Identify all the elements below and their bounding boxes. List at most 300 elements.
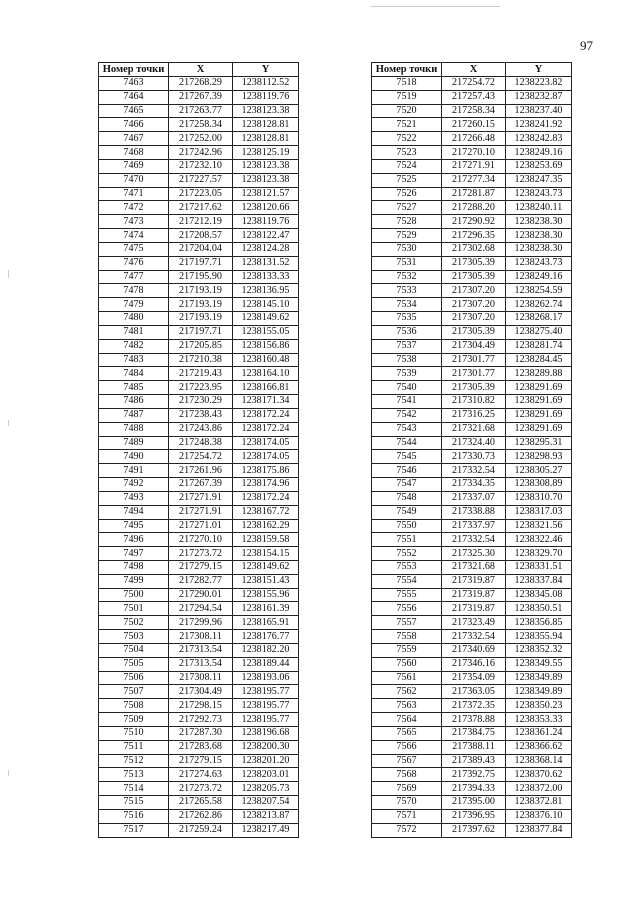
table-row — [99, 173, 299, 187]
table-row — [372, 796, 572, 810]
cell-point-number: 7520 — [372, 104, 442, 118]
scan-artifact — [8, 270, 9, 278]
cell-point-number: 7473 — [99, 215, 169, 229]
table-row — [372, 616, 572, 630]
cell-point-number: 7557 — [372, 616, 442, 630]
cell-y: 1238289.88 — [506, 367, 572, 381]
cell-point-number: 7513 — [99, 768, 169, 782]
cell-y: 1238172.24 — [233, 491, 299, 505]
table-row — [372, 146, 572, 160]
cell-point-number: 7478 — [99, 284, 169, 298]
table-row — [99, 229, 299, 243]
table-row — [99, 726, 299, 740]
table-row — [99, 450, 299, 464]
cell-x: 217238.43 — [169, 408, 233, 422]
cell-y: 1238205.73 — [233, 782, 299, 796]
cell-x: 217332.54 — [442, 630, 506, 644]
cell-x: 217301.77 — [442, 367, 506, 381]
cell-point-number: 7494 — [99, 505, 169, 519]
cell-y: 1238345.08 — [506, 588, 572, 602]
cell-x: 217230.29 — [169, 395, 233, 409]
cell-y: 1238291.69 — [506, 381, 572, 395]
cell-point-number: 7521 — [372, 118, 442, 132]
cell-x: 217262.86 — [169, 809, 233, 823]
cell-y: 1238120.66 — [233, 201, 299, 215]
cell-y: 1238136.95 — [233, 284, 299, 298]
cell-x: 217258.34 — [442, 104, 506, 118]
cell-x: 217307.20 — [442, 284, 506, 298]
table-row — [372, 242, 572, 256]
cell-point-number: 7541 — [372, 395, 442, 409]
table-row — [99, 353, 299, 367]
table-row — [372, 643, 572, 657]
cell-y: 1238376.10 — [506, 809, 572, 823]
table-row — [372, 132, 572, 146]
table-row — [99, 298, 299, 312]
cell-point-number: 7489 — [99, 436, 169, 450]
cell-x: 217227.57 — [169, 173, 233, 187]
cell-point-number: 7468 — [99, 146, 169, 160]
cell-y: 1238331.51 — [506, 560, 572, 574]
cell-point-number: 7474 — [99, 229, 169, 243]
table-row — [99, 478, 299, 492]
table-row — [372, 215, 572, 229]
cell-point-number: 7490 — [99, 450, 169, 464]
cell-point-number: 7486 — [99, 395, 169, 409]
cell-x: 217305.39 — [442, 256, 506, 270]
cell-point-number: 7505 — [99, 657, 169, 671]
cell-x: 217282.77 — [169, 574, 233, 588]
cell-y: 1238149.62 — [233, 312, 299, 326]
scan-artifact — [8, 420, 9, 426]
cell-point-number: 7465 — [99, 104, 169, 118]
cell-point-number: 7572 — [372, 823, 442, 837]
cell-x: 217283.68 — [169, 740, 233, 754]
cell-point-number: 7492 — [99, 478, 169, 492]
cell-y: 1238243.73 — [506, 256, 572, 270]
cell-x: 217248.38 — [169, 436, 233, 450]
cell-x: 217254.72 — [442, 77, 506, 91]
cell-point-number: 7485 — [99, 381, 169, 395]
cell-x: 217271.01 — [169, 519, 233, 533]
table-row — [372, 519, 572, 533]
cell-y: 1238145.10 — [233, 298, 299, 312]
table-row — [99, 381, 299, 395]
cell-y: 1238172.24 — [233, 422, 299, 436]
cell-y: 1238207.54 — [233, 796, 299, 810]
table-row — [99, 464, 299, 478]
table-row — [99, 242, 299, 256]
cell-y: 1238247.35 — [506, 173, 572, 187]
table-row — [372, 367, 572, 381]
cell-point-number: 7553 — [372, 560, 442, 574]
cell-point-number: 7566 — [372, 740, 442, 754]
cell-x: 217307.20 — [442, 312, 506, 326]
cell-point-number: 7529 — [372, 229, 442, 243]
table-header-row — [99, 63, 299, 77]
cell-y: 1238291.69 — [506, 408, 572, 422]
table-row — [372, 159, 572, 173]
table-row — [99, 215, 299, 229]
cell-x: 217330.73 — [442, 450, 506, 464]
table-row — [99, 325, 299, 339]
cell-x: 217223.05 — [169, 187, 233, 201]
table-row — [99, 159, 299, 173]
cell-y: 1238119.76 — [233, 90, 299, 104]
cell-x: 217294.54 — [169, 602, 233, 616]
cell-y: 1238329.70 — [506, 547, 572, 561]
cell-point-number: 7527 — [372, 201, 442, 215]
table-row — [99, 270, 299, 284]
table-header-row — [372, 63, 572, 77]
cell-y: 1238121.57 — [233, 187, 299, 201]
table-row — [372, 657, 572, 671]
cell-x: 217279.15 — [169, 754, 233, 768]
cell-y: 1238377.84 — [506, 823, 572, 837]
cell-y: 1238131.52 — [233, 256, 299, 270]
cell-y: 1238133.33 — [233, 270, 299, 284]
cell-y: 1238368.14 — [506, 754, 572, 768]
table-row — [372, 560, 572, 574]
cell-x: 217267.39 — [169, 478, 233, 492]
table-row — [99, 740, 299, 754]
cell-x: 217305.39 — [442, 270, 506, 284]
cell-x: 217266.48 — [442, 132, 506, 146]
cell-x: 217319.87 — [442, 602, 506, 616]
cell-x: 217265.58 — [169, 796, 233, 810]
table-row — [99, 823, 299, 837]
table-row — [372, 408, 572, 422]
cell-point-number: 7558 — [372, 630, 442, 644]
cell-point-number: 7535 — [372, 312, 442, 326]
cell-x: 217288.20 — [442, 201, 506, 215]
table-row — [99, 367, 299, 381]
cell-x: 217363.05 — [442, 685, 506, 699]
cell-point-number: 7544 — [372, 436, 442, 450]
cell-point-number: 7470 — [99, 173, 169, 187]
cell-point-number: 7463 — [99, 77, 169, 91]
cell-point-number: 7525 — [372, 173, 442, 187]
cell-y: 1238349.89 — [506, 671, 572, 685]
cell-y: 1238125.19 — [233, 146, 299, 160]
cell-point-number: 7477 — [99, 270, 169, 284]
cell-x: 217212.19 — [169, 215, 233, 229]
cell-point-number: 7467 — [99, 132, 169, 146]
cell-x: 217290.92 — [442, 215, 506, 229]
table-row — [99, 782, 299, 796]
cell-y: 1238123.38 — [233, 159, 299, 173]
cell-x: 217323.49 — [442, 616, 506, 630]
cell-y: 1238124.28 — [233, 242, 299, 256]
cell-x: 217305.39 — [442, 325, 506, 339]
cell-point-number: 7565 — [372, 726, 442, 740]
table-row — [372, 491, 572, 505]
cell-point-number: 7471 — [99, 187, 169, 201]
cell-y: 1238119.76 — [233, 215, 299, 229]
cell-x: 217308.11 — [169, 671, 233, 685]
cell-x: 217193.19 — [169, 312, 233, 326]
cell-point-number: 7480 — [99, 312, 169, 326]
cell-y: 1238156.86 — [233, 339, 299, 353]
header-y: Y — [506, 63, 572, 77]
cell-y: 1238372.00 — [506, 782, 572, 796]
table-row — [372, 699, 572, 713]
cell-point-number: 7567 — [372, 754, 442, 768]
table-row — [99, 339, 299, 353]
table-row — [372, 713, 572, 727]
cell-x: 217273.72 — [169, 782, 233, 796]
cell-x: 217346.16 — [442, 657, 506, 671]
cell-x: 217298.15 — [169, 699, 233, 713]
table-row — [372, 505, 572, 519]
cell-point-number: 7570 — [372, 796, 442, 810]
cell-point-number: 7569 — [372, 782, 442, 796]
cell-y: 1238249.16 — [506, 146, 572, 160]
cell-x: 217334.35 — [442, 478, 506, 492]
cell-x: 217243.86 — [169, 422, 233, 436]
cell-x: 217263.77 — [169, 104, 233, 118]
table-row — [99, 505, 299, 519]
cell-x: 217270.10 — [169, 533, 233, 547]
cell-y: 1238350.51 — [506, 602, 572, 616]
cell-point-number: 7549 — [372, 505, 442, 519]
cell-x: 217395.00 — [442, 796, 506, 810]
cell-point-number: 7537 — [372, 339, 442, 353]
table-row — [372, 118, 572, 132]
cell-point-number: 7484 — [99, 367, 169, 381]
table-row — [372, 464, 572, 478]
table-row — [99, 201, 299, 215]
cell-point-number: 7552 — [372, 547, 442, 561]
cell-point-number: 7560 — [372, 657, 442, 671]
cell-x: 217384.75 — [442, 726, 506, 740]
cell-x: 217197.71 — [169, 256, 233, 270]
cell-point-number: 7495 — [99, 519, 169, 533]
cell-x: 217319.87 — [442, 574, 506, 588]
cell-y: 1238317.03 — [506, 505, 572, 519]
table-row — [372, 284, 572, 298]
cell-x: 217372.35 — [442, 699, 506, 713]
cell-x: 217281.87 — [442, 187, 506, 201]
table-row — [99, 132, 299, 146]
table-row — [372, 325, 572, 339]
cell-x: 217208.57 — [169, 229, 233, 243]
cell-y: 1238155.96 — [233, 588, 299, 602]
cell-point-number: 7519 — [372, 90, 442, 104]
cell-point-number: 7550 — [372, 519, 442, 533]
cell-x: 217397.62 — [442, 823, 506, 837]
table-row — [99, 408, 299, 422]
cell-point-number: 7548 — [372, 491, 442, 505]
cell-x: 217219.43 — [169, 367, 233, 381]
cell-point-number: 7554 — [372, 574, 442, 588]
cell-x: 217205.85 — [169, 339, 233, 353]
cell-x: 217392.75 — [442, 768, 506, 782]
cell-y: 1238355.94 — [506, 630, 572, 644]
cell-y: 1238161.39 — [233, 602, 299, 616]
cell-y: 1238337.84 — [506, 574, 572, 588]
table-row — [372, 630, 572, 644]
header-x: X — [442, 63, 506, 77]
cell-x: 217204.04 — [169, 242, 233, 256]
right-table-body — [372, 77, 572, 838]
cell-x: 217396.95 — [442, 809, 506, 823]
cell-y: 1238308.89 — [506, 478, 572, 492]
table-row — [99, 671, 299, 685]
cell-point-number: 7503 — [99, 630, 169, 644]
cell-point-number: 7500 — [99, 588, 169, 602]
cell-point-number: 7561 — [372, 671, 442, 685]
table-row — [99, 90, 299, 104]
table-row — [99, 104, 299, 118]
cell-x: 217242.96 — [169, 146, 233, 160]
header-point-number: Номер точки — [99, 63, 169, 77]
table-row — [372, 450, 572, 464]
cell-point-number: 7496 — [99, 533, 169, 547]
table-row — [99, 809, 299, 823]
cell-y: 1238281.74 — [506, 339, 572, 353]
cell-point-number: 7515 — [99, 796, 169, 810]
table-row — [99, 560, 299, 574]
page-number: 97 — [580, 38, 593, 53]
cell-point-number: 7523 — [372, 146, 442, 160]
cell-y: 1238361.24 — [506, 726, 572, 740]
cell-y: 1238262.74 — [506, 298, 572, 312]
cell-x: 217252.00 — [169, 132, 233, 146]
table-row — [99, 395, 299, 409]
cell-y: 1238372.81 — [506, 796, 572, 810]
cell-x: 217257.43 — [442, 90, 506, 104]
cell-y: 1238176.77 — [233, 630, 299, 644]
cell-y: 1238112.52 — [233, 77, 299, 91]
table-row — [99, 796, 299, 810]
cell-point-number: 7526 — [372, 187, 442, 201]
table-row — [372, 312, 572, 326]
cell-y: 1238200.30 — [233, 740, 299, 754]
table-row — [372, 270, 572, 284]
cell-y: 1238370.62 — [506, 768, 572, 782]
cell-x: 217223.95 — [169, 381, 233, 395]
cell-x: 217193.19 — [169, 284, 233, 298]
cell-x: 217388.11 — [442, 740, 506, 754]
cell-y: 1238322.46 — [506, 533, 572, 547]
table-row — [372, 256, 572, 270]
table-row — [372, 602, 572, 616]
cell-y: 1238249.16 — [506, 270, 572, 284]
cell-x: 217292.73 — [169, 713, 233, 727]
cell-x: 217296.35 — [442, 229, 506, 243]
cell-y: 1238196.68 — [233, 726, 299, 740]
cell-x: 217394.33 — [442, 782, 506, 796]
cell-y: 1238167.72 — [233, 505, 299, 519]
cell-x: 217274.63 — [169, 768, 233, 782]
cell-x: 217340.69 — [442, 643, 506, 657]
cell-y: 1238253.69 — [506, 159, 572, 173]
cell-y: 1238195.77 — [233, 699, 299, 713]
cell-x: 217308.11 — [169, 630, 233, 644]
table-row — [372, 422, 572, 436]
cell-point-number: 7514 — [99, 782, 169, 796]
cell-x: 217258.34 — [169, 118, 233, 132]
table-row — [99, 491, 299, 505]
cell-x: 217279.15 — [169, 560, 233, 574]
table-row — [99, 685, 299, 699]
cell-point-number: 7516 — [99, 809, 169, 823]
header-y: Y — [233, 63, 299, 77]
cell-y: 1238149.62 — [233, 560, 299, 574]
cell-point-number: 7533 — [372, 284, 442, 298]
cell-point-number: 7568 — [372, 768, 442, 782]
cell-point-number: 7517 — [99, 823, 169, 837]
table-row — [99, 422, 299, 436]
cell-y: 1238162.29 — [233, 519, 299, 533]
cell-y: 1238242.83 — [506, 132, 572, 146]
left-table-body — [99, 77, 299, 838]
cell-point-number: 7510 — [99, 726, 169, 740]
cell-point-number: 7564 — [372, 713, 442, 727]
cell-x: 217193.19 — [169, 298, 233, 312]
table-row — [372, 229, 572, 243]
scan-artifact — [8, 770, 9, 776]
cell-x: 217321.68 — [442, 560, 506, 574]
table-row — [372, 547, 572, 561]
cell-y: 1238203.01 — [233, 768, 299, 782]
table-row — [99, 436, 299, 450]
cell-x: 217313.54 — [169, 643, 233, 657]
table-row — [99, 713, 299, 727]
cell-y: 1238366.62 — [506, 740, 572, 754]
table-row — [99, 77, 299, 91]
cell-x: 217302.68 — [442, 242, 506, 256]
cell-point-number: 7497 — [99, 547, 169, 561]
cell-point-number: 7546 — [372, 464, 442, 478]
cell-y: 1238238.30 — [506, 242, 572, 256]
cell-point-number: 7563 — [372, 699, 442, 713]
cell-y: 1238174.05 — [233, 436, 299, 450]
cell-x: 217316.25 — [442, 408, 506, 422]
cell-y: 1238123.38 — [233, 173, 299, 187]
cell-y: 1238298.93 — [506, 450, 572, 464]
cell-y: 1238155.05 — [233, 325, 299, 339]
cell-x: 217319.87 — [442, 588, 506, 602]
cell-point-number: 7482 — [99, 339, 169, 353]
cell-point-number: 7493 — [99, 491, 169, 505]
cell-y: 1238201.20 — [233, 754, 299, 768]
table-row — [372, 768, 572, 782]
table-row — [372, 740, 572, 754]
cell-x: 217260.15 — [442, 118, 506, 132]
cell-x: 217287.30 — [169, 726, 233, 740]
cell-x: 217338.88 — [442, 505, 506, 519]
left-coordinates-table — [98, 62, 299, 838]
table-row — [372, 588, 572, 602]
cell-point-number: 7556 — [372, 602, 442, 616]
table-row — [372, 726, 572, 740]
cell-y: 1238310.70 — [506, 491, 572, 505]
cell-point-number: 7476 — [99, 256, 169, 270]
table-row — [372, 574, 572, 588]
table-row — [99, 768, 299, 782]
cell-y: 1238291.69 — [506, 422, 572, 436]
cell-point-number: 7501 — [99, 602, 169, 616]
cell-y: 1238240.11 — [506, 201, 572, 215]
cell-x: 217325.30 — [442, 547, 506, 561]
table-row — [372, 782, 572, 796]
table-row — [372, 104, 572, 118]
cell-point-number: 7506 — [99, 671, 169, 685]
cell-y: 1238195.77 — [233, 685, 299, 699]
header-point-number: Номер точки — [372, 63, 442, 77]
